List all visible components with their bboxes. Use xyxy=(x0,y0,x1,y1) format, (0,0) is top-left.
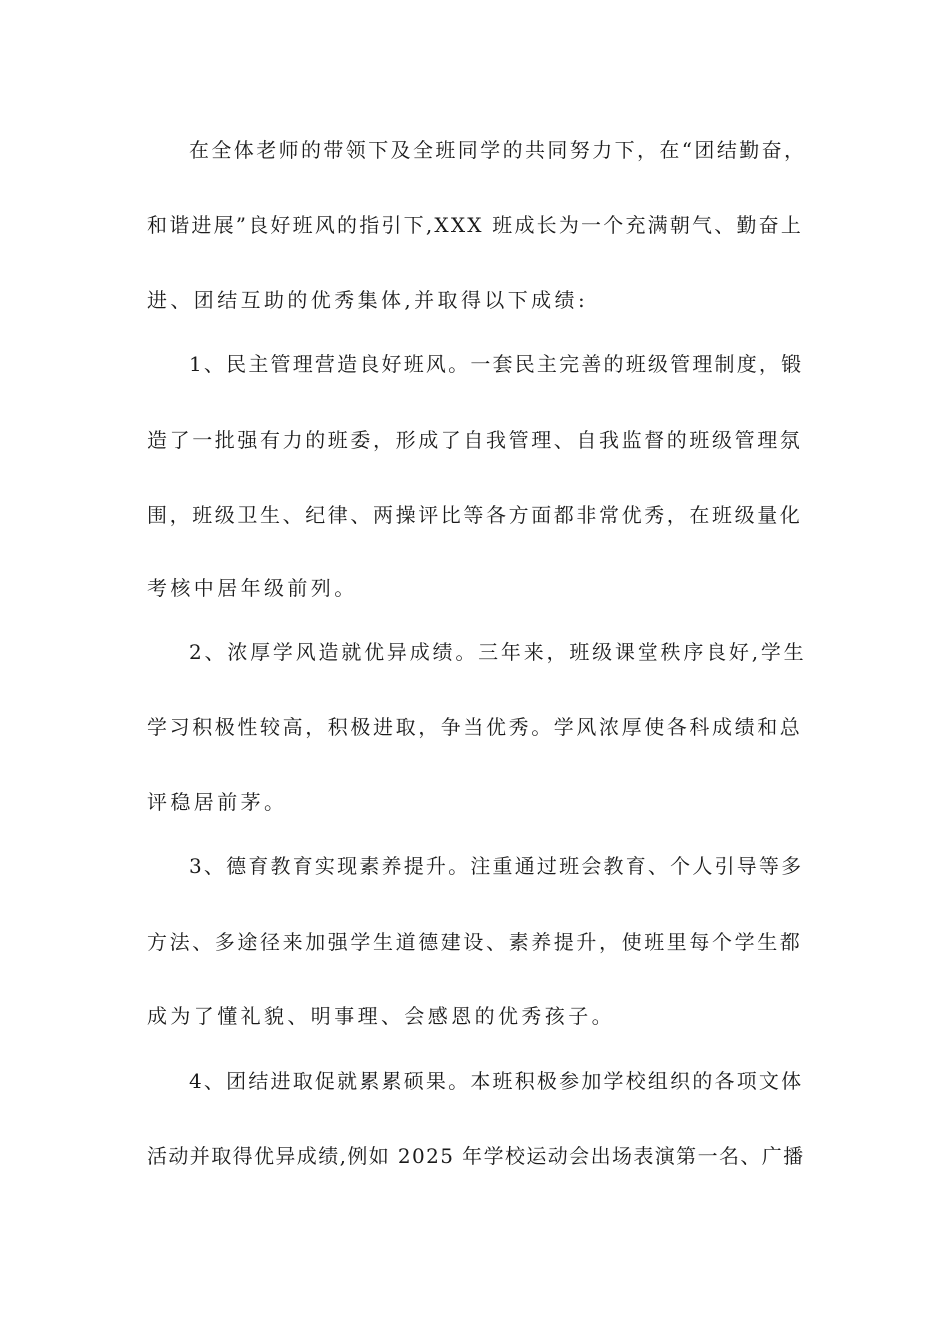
paragraph-item-2-line-2: 学习积极性较高，积极进取，争当优秀。学风浓厚使各科成绩和总 xyxy=(147,715,803,739)
paragraph-item-3-line-2: 方法、多途径来加强学生道德建设、素养提升，使班里每个学生都 xyxy=(147,930,803,954)
paragraph-item-4-line-2: 活动并取得优异成绩,例如 2025 年学校运动会出场表演第一名、广播 xyxy=(147,1144,805,1168)
paragraph-item-2-line-1: 2、浓厚学风造就优异成绩。三年来，班级课堂秩序良好,学生 xyxy=(189,640,807,664)
paragraph-item-1-line-4: 考核中居年级前列。 xyxy=(147,576,358,600)
paragraph-intro-line-2: 和谐进展”良好班风的指引下,XXX 班成长为一个充满朝气、勤奋上 xyxy=(147,213,804,237)
paragraph-item-4-line-1: 4、团结进取促就累累硕果。本班积极参加学校组织的各项文体 xyxy=(189,1069,804,1093)
paragraph-item-2-line-3: 评稳居前茅。 xyxy=(147,790,288,814)
paragraph-item-1-line-1: 1、民主管理营造良好班风。一套民主完善的班级管理制度，锻 xyxy=(189,352,804,376)
paragraph-item-3-line-3: 成为了懂礼貌、明事理、会感恩的优秀孩子。 xyxy=(147,1004,615,1028)
paragraph-intro-line-1: 在全体老师的带领下及全班同学的共同努力下，在“团结勤奋， xyxy=(189,138,807,162)
paragraph-item-1-line-3: 围，班级卫生、纪律、两操评比等各方面都非常优秀，在班级量化 xyxy=(147,503,803,527)
paragraph-item-3-line-1: 3、德育教育实现素养提升。注重通过班会教育、个人引导等多 xyxy=(189,854,804,878)
paragraph-item-1-line-2: 造了一批强有力的班委，形成了自我管理、自我监督的班级管理氛 xyxy=(147,428,803,452)
paragraph-intro-line-3: 进、团结互助的优秀集体,并取得以下成绩: xyxy=(147,288,589,312)
